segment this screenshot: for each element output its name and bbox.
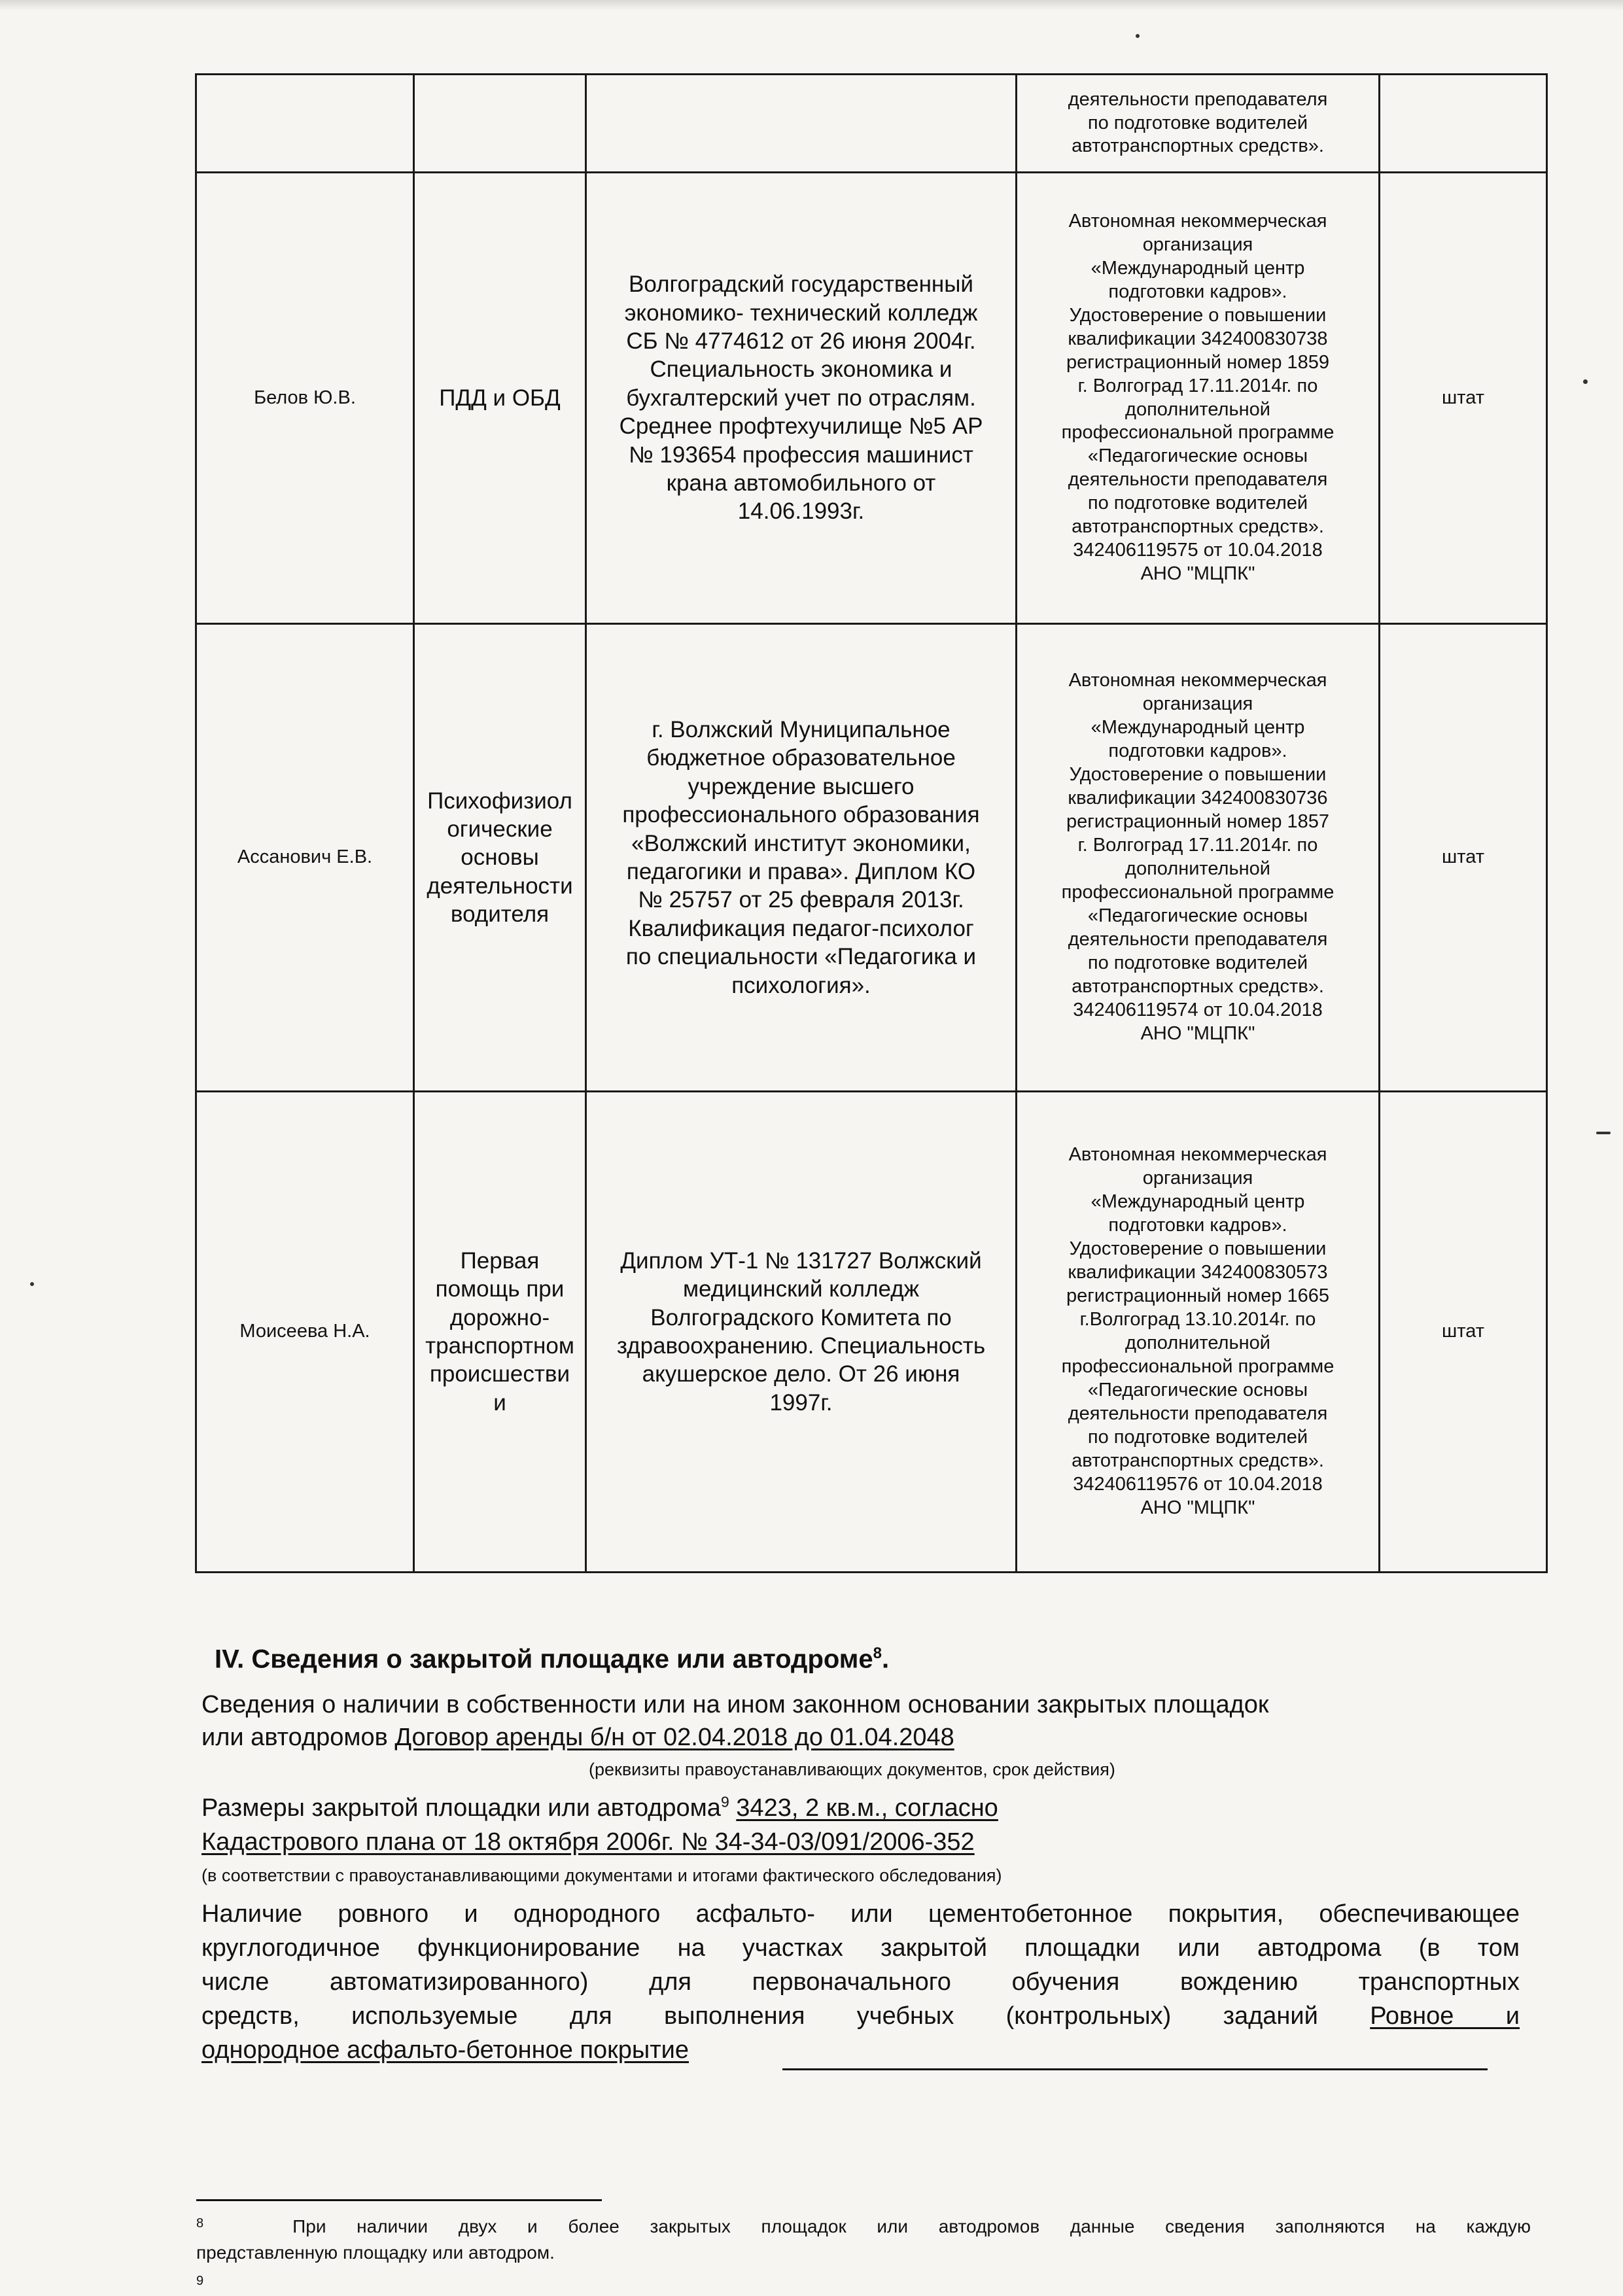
area-value: 3423, 2 кв.м., согласно <box>736 1794 998 1822</box>
caption-inspection: (в соответствии с правоустанавливающими документами и итогами фактического обследования) <box>201 1866 1002 1885</box>
paragraph-area-line2 <box>201 1826 975 1858</box>
table-row <box>196 1092 1547 1573</box>
scan-speck <box>30 1282 34 1286</box>
education-line: Среднее профтехучилище №5 АР <box>619 413 983 440</box>
qualification-line: дополнительной <box>1125 398 1270 420</box>
qualification-line: по подготовке водителей <box>1087 1426 1308 1448</box>
lease-agreement-value: Договор аренды б/н от 02.04.2018 до 01.04.2048 <box>394 1724 954 1751</box>
footnote-8-cont: представленную площадку или автодром. <box>196 2242 555 2263</box>
table-row <box>196 173 1547 624</box>
subject-line: помощь при <box>435 1276 565 1302</box>
education-cell <box>586 1092 1017 1573</box>
education-line: г. Волжский Муниципальное <box>652 717 951 743</box>
surface-value-cont: однородное асфальто-бетонное покрытие <box>201 2036 689 2064</box>
qualification-line: «Педагогические основы <box>1087 905 1308 926</box>
qualification-cell <box>1017 75 1380 173</box>
qualification-line: по подготовке водителей <box>1087 952 1308 973</box>
qualification-line: подготовки кадров». <box>1108 1215 1287 1236</box>
education-line: экономико- технический колледж <box>624 300 978 326</box>
scan-top-edge <box>0 0 1623 10</box>
qualification-line: деятельности преподавателя <box>1068 88 1328 110</box>
employment-status-cell <box>1380 75 1547 173</box>
subject-cell <box>414 75 586 173</box>
qualification-cell <box>1017 624 1380 1092</box>
qualification-line: регистрационный номер 1859 <box>1066 351 1330 373</box>
qualification-line: «Международный центр <box>1091 1191 1305 1213</box>
education-line: бухгалтерский учет по отраслям. <box>626 385 976 411</box>
paragraph-surface-l3: числе автоматизированного) для первоначального обучения вождению транспортных <box>201 1968 1520 1996</box>
education-line: 14.06.1993г. <box>737 498 865 525</box>
education-line: психология». <box>731 972 871 998</box>
qualification-line: деятельности преподавателя <box>1068 1402 1328 1424</box>
subject-line: водителя <box>450 901 550 928</box>
education-line: № 193654 профессия машинист <box>629 442 973 468</box>
qualification-line: АНО "МЦПК" <box>1140 1022 1255 1044</box>
paragraph-ownership-line2: или автодромов Договор аренды б/н от 02.04.2018 до 01.04.2048 <box>201 1724 954 1751</box>
qualification-line: профессиональной программе <box>1061 881 1335 903</box>
paragraph-area: Размеры закрытой площадки или автодрома$^9$ 3423, 2 кв.м., согласно <box>201 1793 998 1822</box>
qualification-line: автотранспортных средств». <box>1072 135 1324 157</box>
education-line: по специальности «Педагогика и <box>625 944 977 970</box>
subject-line: Первая <box>460 1247 540 1274</box>
qualification-line: 342406119575 от 10.04.2018 <box>1073 540 1323 561</box>
scan-speck <box>1583 379 1588 384</box>
qualification-line: Автономная некоммерческая <box>1068 1144 1327 1166</box>
education-cell <box>586 75 1017 173</box>
qualification-line: подготовки кадров». <box>1108 740 1287 762</box>
qualification-line: Удостоверение о повышении <box>1069 1238 1327 1260</box>
teachers-table <box>195 73 1548 1573</box>
subject-line: основы <box>461 844 539 871</box>
qualification-line: автотранспортных средств». <box>1072 975 1324 997</box>
education-line: Специальность экономика и <box>650 357 952 383</box>
subject-line: огические <box>447 816 553 842</box>
subject-line: транспортном <box>425 1333 574 1359</box>
qualification-line: квалификации 342400830573 <box>1068 1262 1328 1283</box>
subject-line: ПДД и ОБД <box>439 385 561 411</box>
qualification-line: организация <box>1142 693 1253 715</box>
qualification-line: «Международный центр <box>1091 257 1305 279</box>
subject-cell <box>414 173 586 624</box>
teacher-name-cell: Моисеева Н.А. <box>196 1092 414 1573</box>
footnote-9: 9 <box>196 2274 204 2288</box>
employment-status-cell: штат <box>1380 624 1547 1092</box>
education-line: профессионального образования <box>622 802 980 828</box>
qualification-cell <box>1017 1092 1380 1573</box>
education-line: Квалификация педагог-психолог <box>628 915 974 941</box>
caption-documents: (реквизиты правоустанавливающих документов, срок действия) <box>589 1760 1115 1779</box>
qualification-line: регистрационный номер 1665 <box>1066 1285 1330 1307</box>
education-line: Волгоградского Комитета по <box>650 1304 952 1331</box>
qualification-line: «Международный центр <box>1091 717 1305 739</box>
section-heading: IV. Сведения о закрытой площадке или автодроме$^8$. <box>215 1644 890 1674</box>
qualification-line: дополнительной <box>1125 858 1270 879</box>
subject-line: Психофизиол <box>427 788 572 814</box>
qualification-line: квалификации 342400830738 <box>1068 328 1328 349</box>
employment-status-cell: штат <box>1380 1092 1547 1573</box>
qualification-cell <box>1017 173 1380 624</box>
qualification-line: автотранспортных средств». <box>1072 516 1324 538</box>
subject-cell <box>414 624 586 1092</box>
qualification-line: подготовки кадров». <box>1108 281 1287 302</box>
subject-cell <box>414 1092 586 1573</box>
employment-status-cell: штат <box>1380 173 1547 624</box>
qualification-line: Удостоверение о повышении <box>1069 304 1327 326</box>
education-cell <box>586 173 1017 624</box>
education-line: педагогики и права». Диплом КО <box>626 859 976 884</box>
paragraph-surface-l4: средств, используемые для выполнения учебных (контрольных) заданий Ровное и <box>201 2002 1520 2030</box>
qualification-line: профессиональной программе <box>1061 422 1335 444</box>
qualification-line: Автономная некоммерческая <box>1068 670 1327 691</box>
education-line: СБ № 4774612 от 26 июня 2004г. <box>626 328 976 355</box>
education-line: медицинский колледж <box>682 1276 920 1302</box>
teacher-name-cell <box>196 75 414 173</box>
qualification-line: организация <box>1142 1168 1253 1189</box>
paragraph-surface-l2: круглогодичное функционирование на участках закрытой площадки или автодрома (в том <box>201 1934 1520 1962</box>
qualification-line: по подготовке водителей <box>1087 493 1308 514</box>
paragraph-surface-l5 <box>201 2034 1520 2066</box>
scan-speck <box>1596 1132 1611 1134</box>
qualification-line: автотранспортных средств». <box>1072 1450 1324 1471</box>
qualification-line: деятельности преподавателя <box>1068 928 1328 950</box>
subject-line: дорожно- <box>449 1304 550 1331</box>
footnote-8: $^8$ При наличии двух и более закрытых площадок или автодромов данные сведения заполняются на каждую <box>196 2216 1531 2236</box>
education-line: акушерское дело. От 26 июня <box>642 1361 960 1387</box>
education-line: Волгоградский государственный <box>629 271 973 298</box>
table-row <box>196 624 1547 1092</box>
qualification-line: квалификации 342400830736 <box>1068 788 1328 809</box>
qualification-line: АНО "МЦПК" <box>1140 563 1255 585</box>
table-row <box>196 75 1547 173</box>
paragraph-surface-l1: Наличие ровного и однородного асфальто- или цементобетонное покрытия, обеспечивающее <box>201 1900 1520 1928</box>
qualification-line: регистрационный номер 1857 <box>1066 811 1330 833</box>
education-line: бюджетное образовательное <box>646 745 956 771</box>
qualification-line: «Педагогические основы <box>1087 1379 1308 1400</box>
qualification-line: г.Волгоград 13.10.2014г. по <box>1079 1309 1316 1331</box>
footnote-separator <box>196 2199 602 2201</box>
qualification-line: АНО "МЦПК" <box>1140 1497 1255 1518</box>
education-line: 1997г. <box>769 1389 833 1416</box>
qualification-line: организация <box>1142 234 1253 255</box>
teacher-name-cell: Белов Ю.В. <box>196 173 414 624</box>
qualification-line: Удостоверение о повышении <box>1069 764 1327 786</box>
education-line: «Волжский институт экономики, <box>631 830 971 856</box>
qualification-line: профессиональной программе <box>1061 1355 1335 1377</box>
subject-line: происшестви <box>429 1361 570 1387</box>
paragraph-ownership: Сведения о наличии в собственности или на ином законном основании закрытых площадок <box>201 1691 1269 1718</box>
qualification-line: деятельности преподавателя <box>1068 469 1328 491</box>
scan-speck <box>1136 34 1140 38</box>
qualification-line: Автономная некоммерческая <box>1068 210 1327 232</box>
education-line: Диплом УТ-1 № 131727 Волжский <box>620 1247 982 1274</box>
qualification-line: по подготовке водителей <box>1087 112 1308 133</box>
qualification-line: г. Волгоград 17.11.2014г. по <box>1077 835 1318 856</box>
subject-line: и <box>493 1389 506 1416</box>
education-line: учреждение высшего <box>688 773 915 799</box>
qualification-line: г. Волгоград 17.11.2014г. по <box>1077 375 1318 396</box>
education-line: крана автомобильного от <box>666 470 936 496</box>
qualification-line: дополнительной <box>1125 1332 1270 1353</box>
subject-line: деятельности <box>427 873 573 899</box>
education-cell <box>586 624 1017 1092</box>
blank-fill-line <box>782 2068 1488 2070</box>
qualification-line: «Педагогические основы <box>1087 445 1308 467</box>
qualification-line: 342406119574 от 10.04.2018 <box>1073 999 1323 1020</box>
qualification-line: 342406119576 от 10.04.2018 <box>1073 1473 1323 1495</box>
education-line: здравоохранению. Специальность <box>616 1333 986 1359</box>
cadastral-plan-value: Кадастрового плана от 18 октября 2006г. № 34-34-03/091/2006-352 <box>201 1828 975 1856</box>
teacher-name-cell: Ассанович Е.В. <box>196 624 414 1092</box>
surface-value: Ровное и <box>1370 2002 1520 2030</box>
education-line: № 25757 от 25 февраля 2013г. <box>638 887 964 913</box>
